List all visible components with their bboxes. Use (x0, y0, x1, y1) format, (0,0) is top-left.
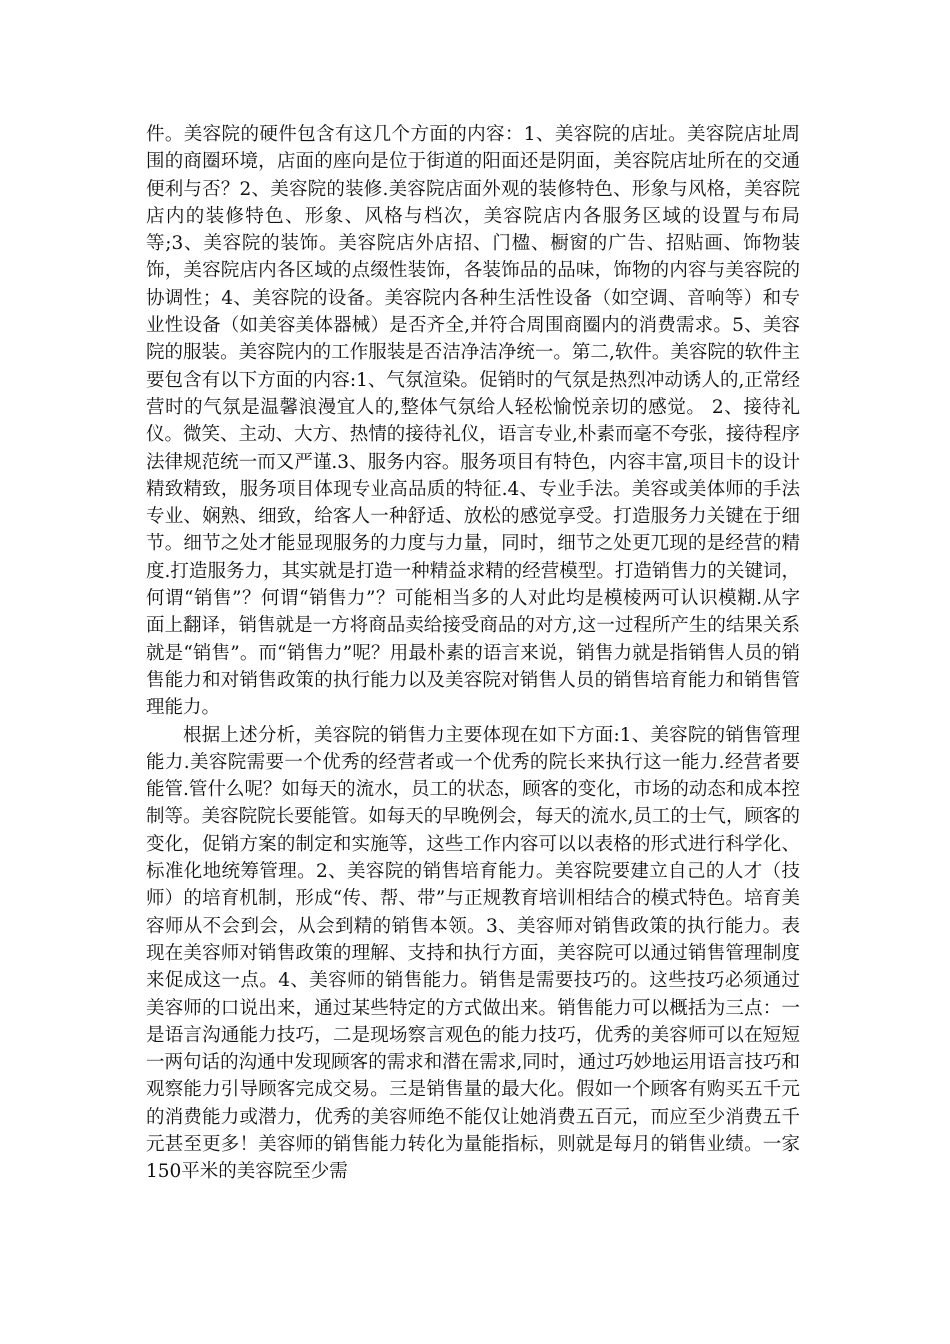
document-body (146, 121, 800, 1186)
paragraph-2: 根据上述分析，美容院的销售力主要体现在如下方面:1、美容院的销售管理能力.美容院需要一个优秀的经营者或一个优秀的院长来执行这一能力.经营者要能管.管什么呢？如每天的流水，员工的状态，顾客的变化，市场的动态和成本控制等。美容院院长要能管。如每天的早晚例会，每天的流水,员工的士气，顾客的变化，促销方案的制定和实施等，这些工作内容可以以表格的形式进行科学化、标准化地统筹管理。2、美容院的销售培育能力。美容院要建立自己的人才（技师）的培育机制，形成“传、帮、带”与正规教育培训相结合的模式特色。培育美容师从不会到会，从会到精的销售本领。3、美容师对销售政策的执行能力。表现在美容师对销售政策的理解、支持和执行方面，美容院可以通过销售管理制度来促成这一点。4、美容师的销售能力。销售是需要技巧的。这些技巧必须通过美容师的口说出来，通过某些特定的方式做出来。销售能力可以概括为三点：一是语言沟通能力技巧，二是现场察言观色的能力技巧，优秀的美容师可以在短短一两句话的沟通中发现顾客的需求和潜在需求,同时，通过巧妙地运用语言技巧和观察能力引导顾客完成交易。三是销售量的最大化。假如一个顾客有购买五千元的消费能力或潜力，优秀的美容师绝不能仅让她消费五百元，而应至少消费五千元甚至更多！美容师的销售能力转化为量能指标，则就是每月的销售业绩。一家150平米的美容院至少需 (146, 724, 800, 1183)
paragraph-1: 件。美容院的硬件包含有这几个方面的内容：1、美容院的店址。美容院店址周围的商圈环境，店面的座向是位于街道的阳面还是阴面，美容院店址所在的交通便利与否？2、美容院的装修.美容院店面外观的装修特色、形象与风格，美容院店内的装修特色、形象、风格与档次，美容院店内各服务区域的设置与布局等;3、美容院的装饰。美容院店外店招、门楹、橱窗的广告、招贴画、饰物装饰，美容院店内各区域的点缀性装饰，各装饰品的品味，饰物的内容与美容院的协调性；4、美容院的设备。美容院内各种生活性设备（如空调、音响等）和专业性设备（如美容美体器械）是否齐全,并符合周围商圈内的消费需求。5、美容院的服装。美容院内的工作服装是否洁净洁净统一。第二,软件。美容院的软件主要包含有以下方面的内容:1、气氛渲染。促销时的气氛是热烈冲动诱人的,正常经营时的气氛是温馨浪漫宜人的,整体气氛给人轻松愉悦亲切的感觉。 2、接待礼仪。微笑、主动、大方、热情的接待礼仪，语言专业,朴素而毫不夸张，接待程序法律规范统一而又严谨.3、服务内容。服务项目有特色，内容丰富,项目卡的设计精致精致，服务项目体现专业高品质的特征.4、专业手法。美容或美体师的手法专业、娴熟、细致，给客人一种舒适、放松的感觉享受。打造服务力关键在于细节。细节之处才能显现服务的力度与力量，同时，细节之处更兀现的是经营的精度.打造服务力，其实就是打造一种精益求精的经营模型。打造销售力的关键词，何谓“销售”？何谓“销售力”？可能相当多的人对此均是模棱两可认识模糊.从字面上翻译，销售就是一方将商品卖给接受商品的对方,这一过程所产生的结果关系就是“销售”。而“销售力”呢？用最朴素的语言来说，销售力就是指销售人员的销售能力和对销售政策的执行能力以及美容院对销售人员的销售培育能力和销售管理能力。 (146, 124, 800, 719)
